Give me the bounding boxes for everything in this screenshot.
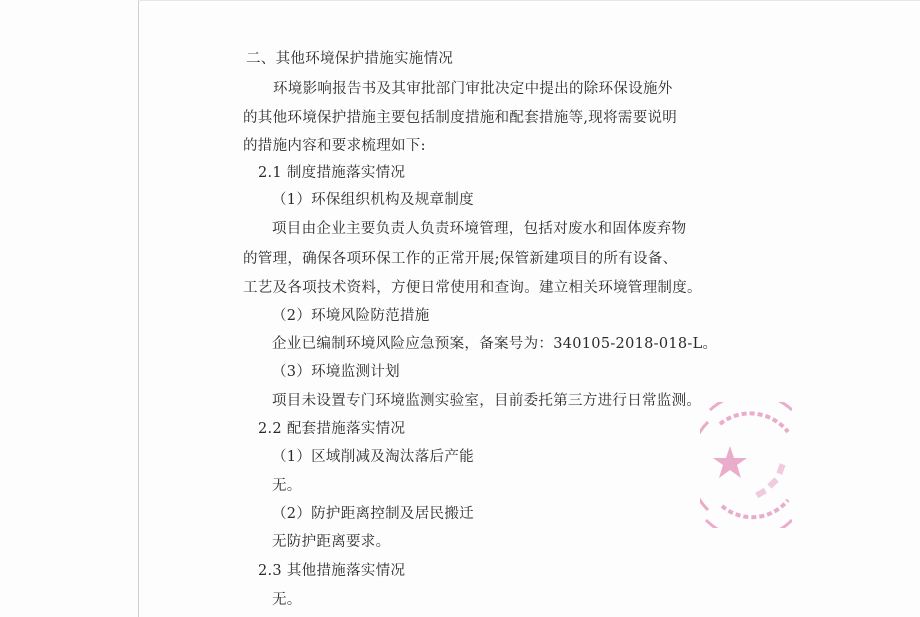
page-left-border [138, 0, 139, 617]
paragraph-line: 工艺及各项技术资料，方便日常使用和查询。建立相关环境管理制度。 [243, 280, 702, 296]
seal-stamp-icon [700, 402, 792, 528]
paragraph-line: 无防护距离要求。 [272, 534, 391, 550]
subsection-heading: 2.3 其他措施落实情况 [258, 563, 406, 579]
subsection-heading: 2.2 配套措施落实情况 [258, 421, 406, 437]
paragraph-line: 无。 [272, 592, 302, 608]
item-heading: （1）环保组织机构及规章制度 [272, 192, 474, 208]
paragraph-line: 项目由企业主要负责人负责环境管理，包括对废水和固体废弃物 [272, 221, 687, 237]
item-heading: （3）环境监测计划 [272, 364, 400, 380]
section-heading: 二、其他环境保护措施实施情况 [246, 51, 454, 67]
page-top-border [138, 0, 920, 1]
paragraph-line: 的措施内容和要求梳理如下: [243, 138, 426, 154]
item-heading: （2）防护距离控制及居民搬迁 [272, 506, 474, 522]
paragraph-line: 无。 [272, 478, 302, 494]
paragraph-line: 企业已编制环境风险应急预案，备案号为：340105-2018-018-L。 [272, 336, 718, 352]
item-heading: （2）环境风险防范措施 [272, 308, 430, 324]
item-heading: （1）区域削减及淘汰落后产能 [272, 449, 474, 465]
paragraph-line: 的管理，确保各项环保工作的正常开展;保管新建项目的所有设备、 [243, 251, 678, 267]
paragraph-line: 项目未设置专门环境监测实验室，目前委托第三方进行日常监测。 [272, 393, 702, 409]
subsection-heading: 2.1 制度措施落实情况 [258, 165, 406, 181]
paragraph-line: 的其他环境保护措施主要包括制度措施和配套措施等,现将需要说明 [243, 110, 678, 126]
paragraph-line: 环境影响报告书及其审批部门审批决定中提出的除环保设施外 [273, 81, 673, 97]
